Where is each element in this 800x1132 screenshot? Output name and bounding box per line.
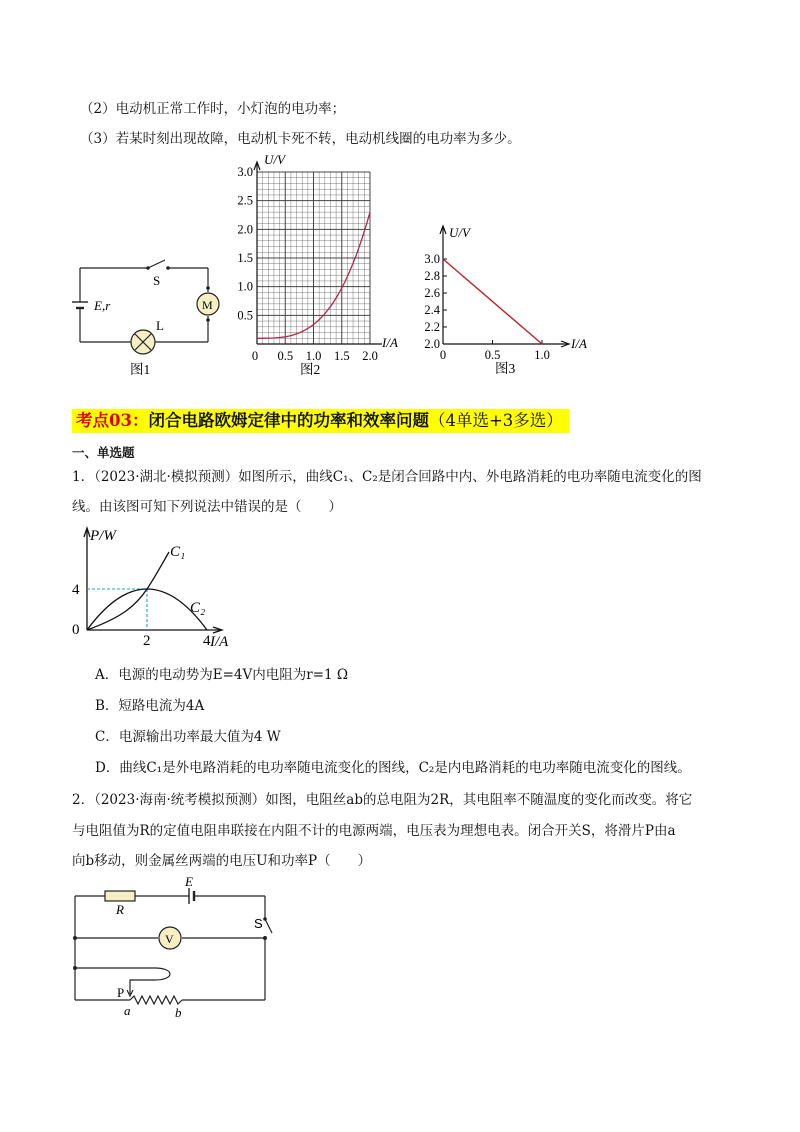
q1-option-a[interactable]: A．电源的电动势为E=4V内电阻为r=1 Ω — [95, 667, 349, 683]
fig1-label-s: S — [153, 273, 161, 288]
fig2-x-tick: 0.5 — [277, 349, 294, 363]
q2-label-s: S — [254, 916, 263, 931]
fig1-caption: 图1 — [130, 362, 151, 377]
figure-2-chart — [230, 148, 420, 383]
q1-guide-lines — [87, 589, 147, 630]
fig3-y-axis-label: U/V — [449, 225, 470, 240]
q1-source: （2023·湖北·模拟预测） — [94, 469, 239, 485]
fig3-x-tick: 0 — [439, 348, 447, 362]
fig2-y-tick: 0.5 — [237, 308, 253, 323]
figure-3-chart — [415, 215, 600, 385]
fig3-caption: 图3 — [495, 361, 516, 376]
subsection-title: 一、单选题 — [72, 445, 135, 460]
fig2-x-axis-label: I/A — [382, 335, 398, 350]
q1-x-axis-label: I/A — [210, 634, 229, 650]
fig2-y-tick: 3.0 — [237, 165, 253, 179]
q2-circuit — [60, 876, 280, 1026]
q2-line-1 — [72, 791, 692, 809]
fig1-label-l: L — [156, 318, 164, 333]
q1-option-b[interactable]: B．短路电流为4A — [95, 698, 205, 714]
q2-label-b: b — [175, 1005, 182, 1020]
q2-source: （2023·海南·统考模拟预测） — [94, 792, 266, 808]
fig3-x-axis-label: I/A — [571, 336, 587, 351]
section-heading — [72, 409, 569, 433]
q1-power-chart — [70, 522, 255, 652]
q2-label-v: V — [165, 932, 174, 946]
fig3-y-tick: 2.6 — [424, 286, 440, 300]
question-2-part: （2）电动机正常工作时，小灯泡的电功率； — [80, 101, 346, 117]
q1-option-d[interactable]: D．曲线C₁是外电路消耗的电功率随电流变化的图线，C₂是内电路消耗的电功率随电流变化的图线。 — [95, 760, 691, 776]
q1-text-1: 如图所示，曲线C₁、C₂是闭合回路中内、外电路消耗的电功率随电流变化的图 — [238, 469, 702, 485]
q2-label-a: a — [124, 1003, 131, 1018]
fig1-label-m: M — [202, 298, 213, 312]
q1-curve-c1 — [87, 552, 169, 630]
q2-label-e: E — [185, 874, 193, 889]
fig2-y-tick: 1.0 — [237, 279, 253, 294]
q1-x-tick-2: 2 — [143, 633, 151, 649]
q2-text-1: 如图，电阻丝ab的总电阻为2R，其电阻率不随温度的变化而改变。将它 — [265, 792, 693, 808]
q1-origin: 0 — [72, 622, 80, 638]
fig2-y-axis-label: U/V — [264, 152, 285, 167]
fig2-caption: 图2 — [300, 362, 321, 377]
question-3-part: （3）若某时刻出现故障，电动机卡死不转，电动机线圈的电功率为多少。 — [80, 131, 521, 147]
fig3-y-tick: 2.0 — [424, 337, 440, 351]
fig2-x-tick: 1.5 — [333, 349, 350, 363]
fig3-y-tick: 2.4 — [424, 303, 440, 317]
q1-x-tick-4: 4 — [203, 633, 211, 649]
fig2-x-tick: 1.0 — [305, 349, 322, 363]
figure-1-circuit — [60, 250, 230, 385]
fig2-y-tick: 2.0 — [237, 222, 253, 237]
fig2-y-tick: 1.5 — [237, 251, 253, 265]
fig3-y-tick: 3.0 — [424, 252, 440, 266]
fig3-y-tick: 2.2 — [424, 320, 440, 334]
q1-number: 1． — [72, 469, 95, 485]
section-title: 闭合电路欧姆定律中的功率和效率问题 — [148, 411, 429, 430]
fig3-y-tick: 2.8 — [424, 269, 440, 283]
q2-label-p: P — [117, 985, 125, 1000]
fig2-x-tick: 0 — [251, 349, 259, 363]
q2-label-r: R — [116, 902, 124, 917]
fig2-x-tick: 2.0 — [362, 349, 378, 363]
section-prefix: 考点03： — [76, 411, 149, 430]
q1-line-2: 线。由该图可知下列说法中错误的是（ ） — [72, 499, 342, 515]
q1-label-c1: C₁ — [170, 544, 186, 560]
q1-line-1 — [72, 468, 702, 486]
fig3-line — [443, 259, 542, 344]
q1-y-tick-4: 4 — [72, 582, 80, 598]
q2-line-2: 与电阻值为R的定值电阻串联接在内阻不计的电源两端，电压表为理想电表。闭合开关S，将滑片P由a — [72, 823, 676, 839]
fig3-x-tick: 0.5 — [484, 348, 501, 362]
q2-line-3: 向b移动，则金属丝两端的电压U和功率P（ ） — [72, 853, 372, 869]
fig2-y-tick: 2.5 — [237, 193, 253, 208]
section-suffix: （4单选+3多选） — [428, 411, 563, 430]
q2-number: 2． — [72, 792, 95, 808]
q1-option-c[interactable]: C．电源输出功率最大值为4 W — [95, 729, 281, 745]
q1-label-c2: C₂ — [190, 600, 206, 616]
fig3-x-tick: 1.0 — [534, 348, 550, 362]
fig1-label-er: E,r — [94, 298, 111, 313]
q1-y-axis-label: P/W — [90, 528, 116, 544]
